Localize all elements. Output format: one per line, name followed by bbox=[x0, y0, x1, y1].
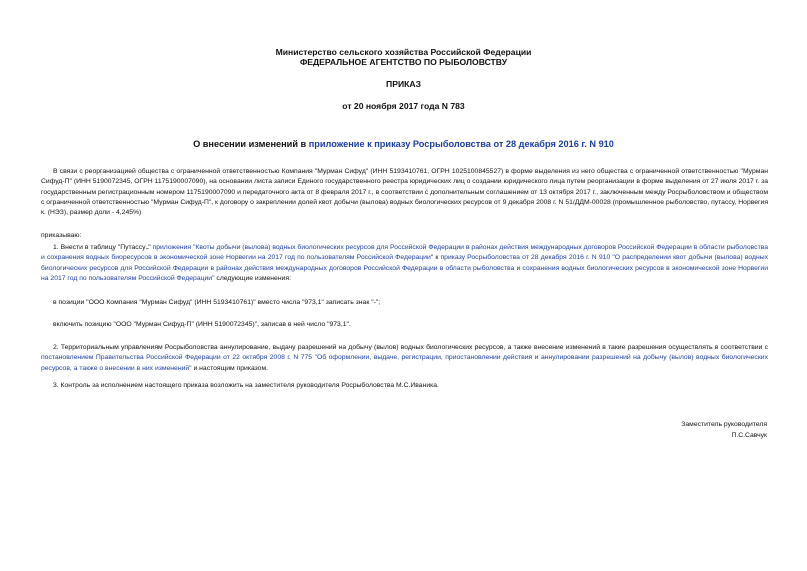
order-word: приказываю: bbox=[41, 232, 82, 239]
item2-text-a: 2. Территориальным управлениям Росрыболовства аннулирование, выдачу разрешений на добычу (вылов) водных биологических ресурсов, а также внесение изменений в такие разрешения осуществлять в соответствии с bbox=[53, 344, 768, 351]
item2-text-b: и настоящим приказом. bbox=[191, 364, 269, 372]
item1-text-c: " к bbox=[430, 254, 441, 262]
signature-position: Заместитель руководителя bbox=[681, 421, 767, 428]
title-link[interactable]: приложение к приказу Росрыболовства от 28 декабря 2016 г. N 910 bbox=[308, 139, 614, 149]
doc-type: ПРИКАЗ bbox=[386, 79, 421, 89]
doc-title bbox=[0, 139, 807, 149]
sub-item-2: включить позицию "ООО "Мурман Сифуд-П" (ИНН 5190072345)", записав в ней число "973,1". bbox=[53, 321, 351, 328]
item-3-paragraph: 3. Контроль за исполнением настоящего приказа возложить на заместителя руководителя Росрыболовства М.С.Иваника. bbox=[53, 382, 439, 389]
ministry-name: Министерство сельского хозяйства Российской Федерации bbox=[275, 47, 532, 57]
item1-text-d: следующие изменения: bbox=[214, 274, 291, 282]
item1-text-b: " bbox=[148, 244, 153, 251]
title-prefix: О внесении изменений в bbox=[193, 139, 309, 149]
signature-name: П.С.Савчук bbox=[731, 432, 767, 439]
item-1-paragraph bbox=[41, 243, 768, 284]
intro-paragraph: В связи с реорганизацией общества с ограниченной ответственностью Компания "Мурман Сифуд" (ИНН 5193410761, ОГРН 1025100845527) в форме выделения из него общества с ограниченной ответственностью "Мурман Сифуд-П" (ИНН 5190072345, ОГРН 1175190007090), на основании листа записи Единого государственного реестра юридических лиц о создании юридического лица путем реорганизации в форме выделения от 27 июля 2017 г. за государственным регистрационным номером 1175190007090 и передаточного акта от 8 февраля 2017 г., в соответствии с дополнительным соглашением от 13 октября 2017 г., заключенным между Росрыболовством и обществом с ограниченной ответственностью "Мурман Сифуд-П", к договору о закреплении долей квот добычи (вылова) водных биологических ресурсов от 9 декабря 2008 г. N 51/ДДМ-00028 (промышленное рыболовство, путассу, Норвегия к. (НЭЗ), размер доли - 4,245%) bbox=[41, 168, 768, 217]
agency-name: ФЕДЕРАЛЬНОЕ АГЕНТСТВО ПО РЫБОЛОВСТВУ bbox=[299, 57, 508, 67]
item1-link-order[interactable]: приказу Росрыболовства от 28 декабря 2016 г. N 910 "О распределении квот добычи (вылова) водных биологических ресурсов для Российской Федерации в районах действия международных договоров Российской Федерации в области рыболовства и сохранения водных биологических ресурсов в экономической зоне Норвегии на 2017 год по пользователям Российской Федерации" bbox=[41, 254, 768, 282]
doc-date-number: от 20 ноября 2017 года N 783 bbox=[342, 101, 465, 111]
redacted-mark: ... bbox=[145, 244, 149, 251]
item1-link-appendix[interactable]: приложения "Квоты добычи (вылова) водных биологических ресурсов для Российской Федерации в районах действия международных договоров Российской Федерации в области рыболовства и сохранения водных биоресурсов в экономической зоне Норвегии на 2017 год по пользователям Российской Федерации bbox=[41, 244, 769, 262]
item-2-paragraph bbox=[41, 343, 768, 374]
sub-item-1: в позиции "ООО Компания "Мурман Сифуд" (ИНН 5193410761)" вместо числа "973,1" записать знак "-"; bbox=[53, 299, 381, 306]
item1-text-a: 1. Внести в таблицу "Путассу bbox=[53, 244, 146, 251]
item2-link-decree[interactable]: постановлением Правительства Российской Федерации от 22 октября 2008 г. N 775 "Об оформлении, выдаче, регистрации, приостановлении действия и аннулировании разрешений на добычу (вылов) водных биологических ресурсов, а также о внесении в них изменений" bbox=[41, 354, 768, 372]
